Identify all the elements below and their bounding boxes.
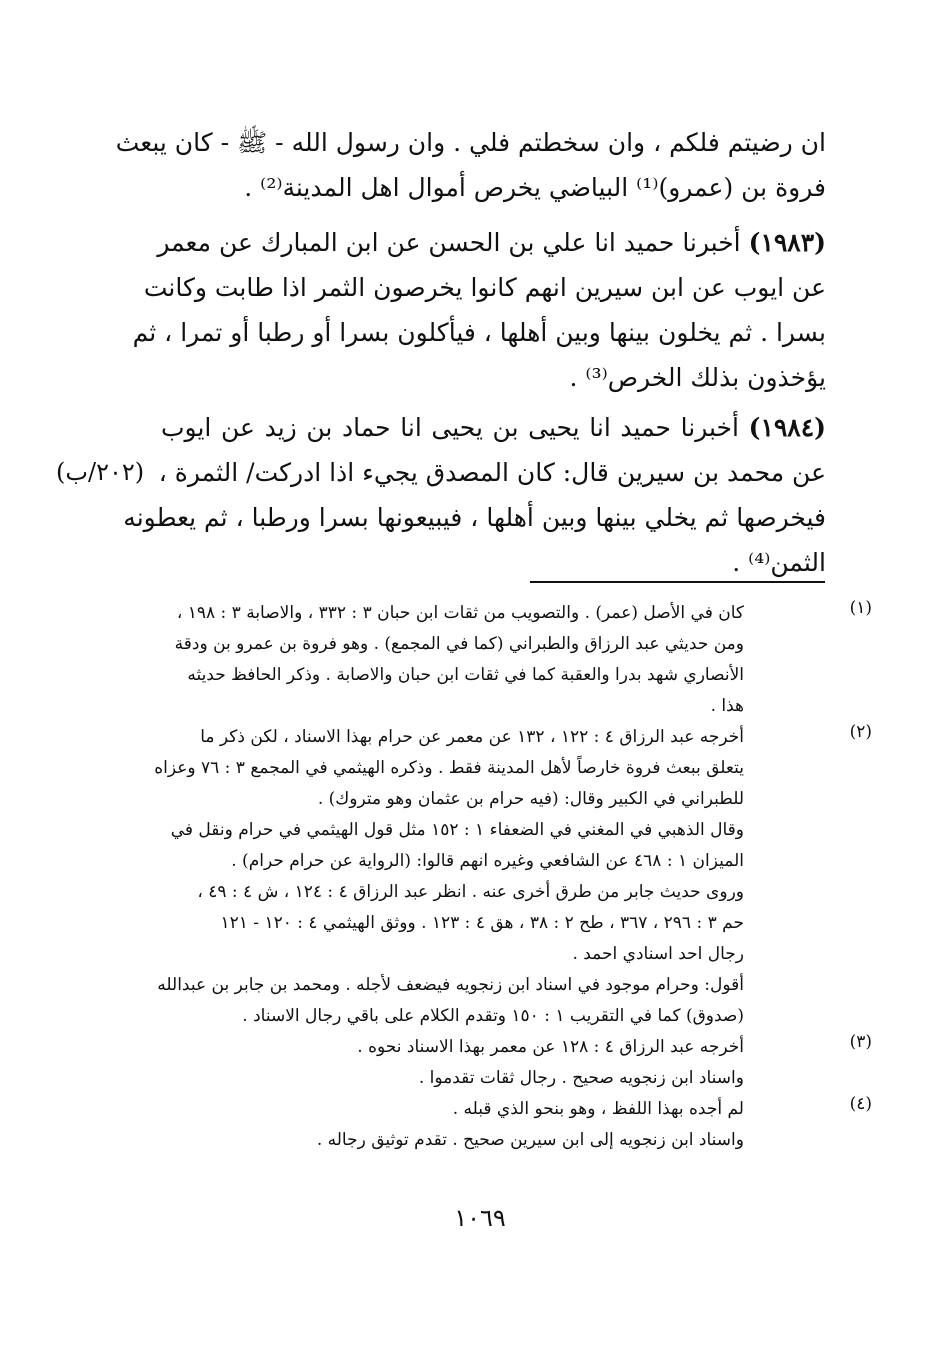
text-line: فيخرصها ثم يخلي بينها وبين أهلها ، فيبيعونها بسرا ورطبا ، ثم يعطونه [123, 503, 826, 532]
footnote-line: وروى حديث جابر من طرق أخرى عنه . انظر عبد الرزاق ٤ : ١٢٤ ، ش ٤ : ٤٩ ، [197, 882, 744, 902]
footnote-number: (٤) [849, 1094, 872, 1114]
footnote-line: الأنصاري شهد بدرا والعقبة كما في ثقات ابن حبان والاصابة . وذكر الحافظ حديثه [187, 665, 744, 685]
manuscript-folio-ref: (٢٠٢/ب) [56, 458, 145, 486]
footnote-line: الميزان ١ : ٤٦٨ عن الشافعي وغيره انهم قالوا: (الرواية عن حرام حرام) . [231, 851, 744, 871]
footnote-line: هذا . [710, 696, 744, 716]
footnote-3 [121, 1032, 872, 1094]
paragraph-1 [115, 120, 826, 210]
text-line [157, 220, 826, 265]
footnote-line: حم ٣ : ٢٩٦ ، ٣٦٧ ، طح ٢ : ٣٨ ، هق ٤ : ١٢٣ . ووثق الهيثمي ٤ : ١٢٠ - ١٢١ [220, 913, 744, 933]
text-line: يؤخذون بذلك الخرص⁽³⁾ . [569, 363, 826, 392]
hadith-number: (١٩٨٤) [748, 413, 826, 442]
footnote-number: (١) [849, 598, 872, 618]
footnote-line: للطبراني في الكبير وقال: (فيه حرام بن عثمان وهو متروك) . [317, 789, 744, 809]
footnote-line: أخرجه عبد الرزاق ٤ : ١٢٢ ، ١٣٢ عن معمر عن حرام بهذا الاسناد ، لكن ذكر ما [200, 727, 744, 747]
footnote-line: رجال احد اسنادي احمد . [572, 944, 744, 964]
text-line: الثمن⁽⁴⁾ . [732, 548, 826, 577]
footnote-line: ومن حديثي عبد الرزاق والطبراني (كما في المجمع) . وهو فروة بن عمرو بن ودقة [174, 634, 744, 654]
footnote-line: لم أجده بهذا اللفظ ، وهو بنحو الذي قبله . [452, 1099, 744, 1119]
footnote-line: واسناد ابن زنجويه إلى ابن سيرين صحيح . تقدم توثيق رجاله . [316, 1130, 744, 1150]
hadith-number: (١٩٨٣) [748, 228, 826, 257]
footnote-line: أخرجه عبد الرزاق ٤ : ١٢٨ عن معمر بهذا الاسناد نحوه . [357, 1037, 744, 1057]
footnote-line: كان في الأصل (عمر) . والتصويب من ثقات ابن حبان ٣ : ٣٣٢ ، والاصابة ٣ : ١٩٨ ، [176, 603, 744, 623]
text-segment: أخبرنا حميد انا علي بن الحسن عن ابن المبارك عن معمر [157, 228, 741, 257]
footnote-line: واسناد ابن زنجويه صحيح . رجال ثقات تقدموا . [418, 1068, 744, 1088]
footnote-line: أقول: وحرام موجود في اسناد ابن زنجويه فيضعف لأجله . ومحمد بن جابر بن عبدالله [157, 975, 744, 995]
text-line: بسرا . ثم يخلون بينها وبين أهلها ، فيأكلون بسرا أو رطبا أو تمرا ، ثم [132, 318, 826, 347]
footnote-4 [121, 1094, 872, 1156]
footnote-line: (صدوق) كما في التقريب ١ : ١٥٠ وتقدم الكلام على باقي رجال الاسناد . [242, 1006, 744, 1026]
footnote-line: وقال الذهبي في المغني في الضعفاء ١ : ١٥٢ مثل قول الهيثمي في حرام ونقل في [170, 820, 744, 840]
hadith-1984 [56, 405, 826, 585]
footnote-2 [121, 722, 872, 1032]
text-segment: عن محمد بن سيرين قال: كان المصدق يجيء اذا ادركت/ الثمرة ، [158, 458, 826, 487]
footnote-line: يتعلق ببعث فروة خارصاً لأهل المدينة فقط . وذكره الهيثمي في المجمع ٣ : ٧٦ وعزاه [154, 758, 744, 778]
text-line [161, 405, 826, 450]
page-number: ١٠٦٩ [454, 1204, 506, 1232]
text-segment: أخبرنا حميد انا يحيى بن يحيى انا حماد بن زيد عن ايوب [161, 413, 739, 442]
text-line: فروة بن (عمرو)⁽¹⁾ البياضي يخرص أموال اهل المدينة⁽²⁾ . [244, 173, 826, 202]
hadith-1983 [132, 220, 826, 400]
footnote-number: (٢) [849, 722, 872, 742]
footnote-separator [530, 581, 825, 583]
footnotes [121, 598, 872, 1156]
footnote-number: (٣) [849, 1032, 872, 1052]
text-line: ان رضيتم فلكم ، وان سخطتم فلي . وان رسول الله - ﷺ - كان يبعث [115, 128, 826, 157]
footnote-1 [121, 598, 872, 722]
text-line: عن ايوب عن ابن سيرين انهم كانوا يخرصون الثمر اذا طابت وكانت [143, 273, 826, 302]
text-line [56, 450, 826, 495]
